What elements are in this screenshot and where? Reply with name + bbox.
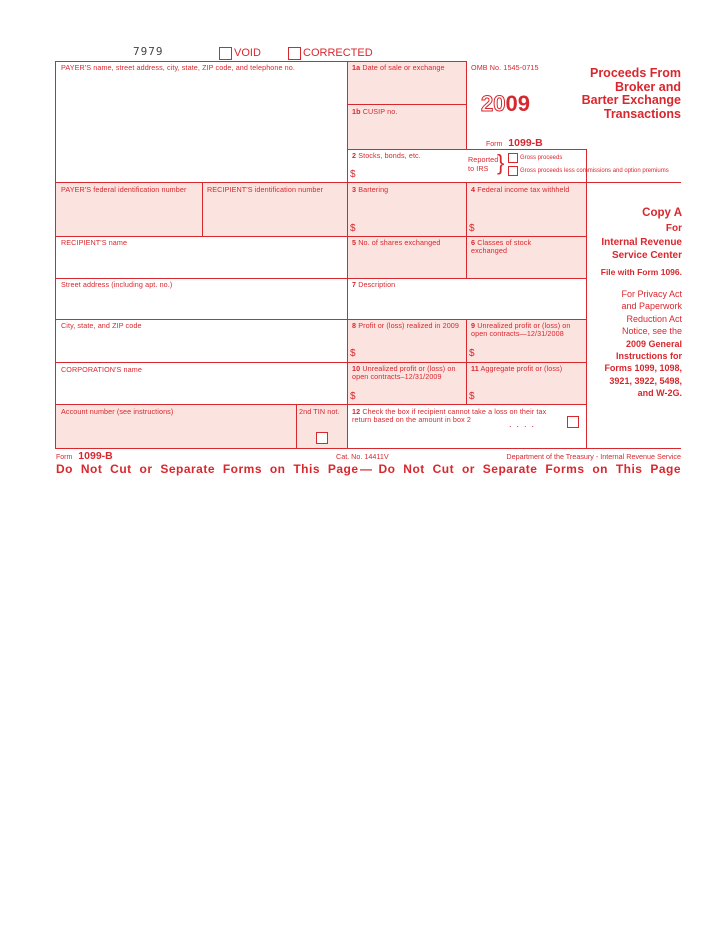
omb-form-label: Form 1099-B bbox=[486, 137, 543, 149]
recipient-id-label: RECIPIENT'S identification number bbox=[207, 185, 324, 194]
omb-number: OMB No. 1545-0715 bbox=[471, 63, 539, 72]
gross-proceeds-less-checkbox[interactable] bbox=[508, 166, 518, 176]
box-4-label: 4 Federal income tax withheld bbox=[471, 185, 570, 194]
copy-a-recipient: For Internal Revenue Service Center bbox=[601, 223, 682, 261]
box-3-label: 3 Bartering bbox=[352, 185, 389, 194]
box-10-dollar: $ bbox=[350, 391, 356, 402]
city-state-zip-label: City, state, and ZIP code bbox=[61, 321, 142, 330]
second-tin-label: 2nd TIN not. bbox=[299, 407, 340, 416]
tax-year: 2009 bbox=[481, 91, 530, 116]
box-7-label: 7 Description bbox=[352, 280, 396, 289]
box-2-dollar: $ bbox=[350, 169, 356, 180]
box-8-label: 8 Profit or (loss) realized in 2009 bbox=[352, 321, 459, 330]
void-checkbox[interactable] bbox=[219, 47, 232, 60]
corrected-label: CORRECTED bbox=[303, 47, 373, 59]
box-10-label: 10 Unrealized profit or (loss) on open contracts‒12/31/2009 bbox=[352, 364, 456, 382]
footer-department: Department of the Treasury - Internal Revenue Service bbox=[506, 452, 681, 461]
box-12-dots: .... bbox=[509, 419, 540, 429]
cut-warning-left: Do Not Cut or Separate Forms on This Page bbox=[56, 462, 359, 476]
privacy-notice: For Privacy Act and Paperwork Reduction Act Notice, see the 2009 General Instructions for Forms 1099, 1098, 3921, 3922, 5498, and W-2G. bbox=[604, 289, 682, 399]
box-12-checkbox[interactable] bbox=[567, 416, 579, 428]
footer-form-label: Form 1099-B bbox=[56, 450, 113, 462]
box-8-dollar: $ bbox=[350, 348, 356, 359]
gross-proceeds-label: Gross proceeds bbox=[520, 155, 563, 161]
form-title: Proceeds From Broker and Barter Exchange Transactions bbox=[581, 66, 681, 121]
reported-brace: } bbox=[497, 150, 505, 175]
payer-fed-id-label: PAYER'S federal identification number bbox=[61, 185, 187, 194]
street-address-label: Street address (including apt. no.) bbox=[61, 280, 173, 289]
payer-name-label: PAYER'S name, street address, city, state, ZIP code, and telephone no. bbox=[61, 63, 295, 72]
cut-warning-right: Do Not Cut or Separate Forms on This Page bbox=[378, 462, 681, 476]
box-4-dollar: $ bbox=[469, 223, 475, 234]
footer-cat-no: Cat. No. 14411V bbox=[336, 452, 389, 461]
second-tin-checkbox[interactable] bbox=[316, 432, 328, 444]
box-6-label: 6 Classes of stock exchanged bbox=[471, 238, 532, 256]
form-code: 7979 bbox=[133, 45, 164, 58]
recipient-name-label: RECIPIENT'S name bbox=[61, 238, 128, 247]
void-label: VOID bbox=[234, 47, 261, 59]
box-9-label: 9 Unrealized profit or (loss) on open contracts—12/31/2008 bbox=[471, 321, 571, 339]
box-1a-1b-shade bbox=[347, 61, 466, 149]
reported-to-irs-label: Reported to IRS bbox=[468, 155, 499, 173]
box-11-label: 11 Aggregate profit or (loss) bbox=[471, 364, 563, 373]
cut-warning-dash: — bbox=[360, 462, 372, 476]
box-3-dollar: $ bbox=[350, 223, 356, 234]
box-9-dollar: $ bbox=[469, 348, 475, 359]
box-1b-label: 1b CUSIP no. bbox=[352, 107, 398, 116]
box-2-label: 2 Stocks, bonds, etc. bbox=[352, 151, 421, 160]
box-11-dollar: $ bbox=[469, 391, 475, 402]
box-5-label: 5 No. of shares exchanged bbox=[352, 238, 441, 247]
copy-a-heading: Copy A bbox=[642, 207, 682, 219]
box-12-label: 12 Check the box if recipient cannot take a loss on their tax return based on the amount in box 2 bbox=[352, 407, 547, 425]
account-number-label: Account number (see instructions) bbox=[61, 407, 174, 416]
box-1a-label: 1a Date of sale or exchange bbox=[352, 63, 445, 72]
corporation-name-label: CORPORATION'S name bbox=[61, 365, 142, 374]
corrected-checkbox[interactable] bbox=[288, 47, 301, 60]
gross-proceeds-checkbox[interactable] bbox=[508, 153, 518, 163]
file-with-form: File with Form 1096. bbox=[600, 267, 682, 277]
gross-proceeds-less-label: Gross proceeds less commissions and option premiums bbox=[520, 168, 669, 174]
